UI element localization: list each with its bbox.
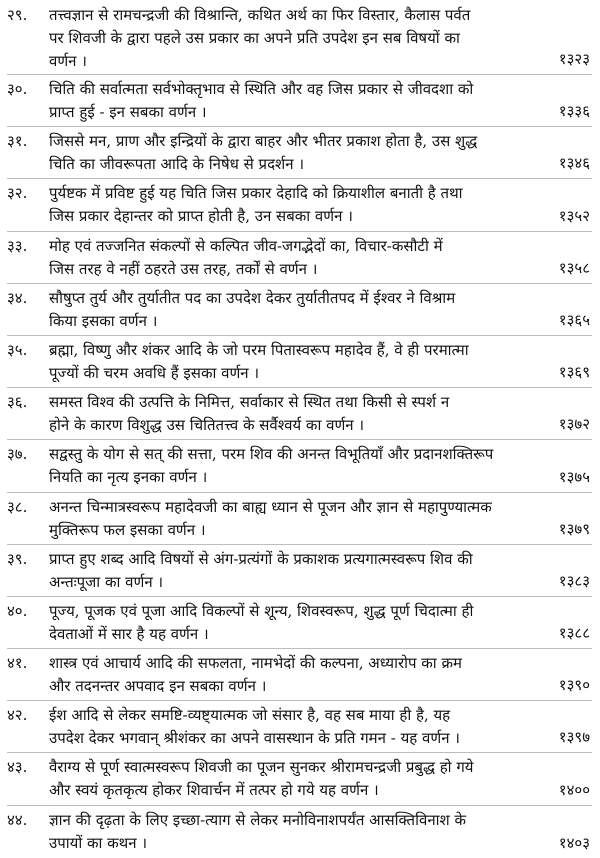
- entry-description-line: मुक्तिरूप फल इसका वर्णन ।: [49, 520, 206, 539]
- entry-description-line: तत्त्वज्ञान से रामचन्द्रजी की विश्रान्ति, कथित अर्थ का फिर विस्तार, कैलास पर्वत: [49, 6, 471, 24]
- entry-description-line: सद्वस्तु के योग से सत् की सत्ता, परम शिव की अनन्त विभूतियाँ और प्रदानशक्तिरूप: [49, 445, 494, 464]
- page-number: १३७५: [558, 467, 590, 486]
- entry-description: [49, 496, 529, 542]
- entry-description-line: प्राप्त हुए शब्द आदि विषयों से अंग-प्रत्यंगों के प्रकाशक प्रत्यगात्मस्वरूप शिव की: [49, 549, 473, 568]
- page-number: १३६५: [558, 310, 590, 329]
- entry-number: ४३.: [7, 758, 28, 777]
- entry-description-line: ब्रह्मा, विष्णु और शंकर आदि के जो परम पितास्वरूप महादेव हैं, वे ही परमात्मा: [49, 340, 469, 359]
- entry-description-line: वैराग्य से पूर्ण स्वात्मस्वरूप शिवजी का पूजन सुनकर श्रीरामचन्द्रजी प्रबुद्ध हो गये: [49, 758, 474, 777]
- entry-description-line: उपायों का कथन ।: [49, 833, 148, 852]
- entry-description-line: और तदनन्तर अपवाद इन सबका वर्णन ।: [49, 677, 267, 696]
- entry-description-line: ईश आदि से लेकर समष्टि-व्यष्ट्यात्मक जो संसार है, वह सब माया ही है, यह: [49, 706, 451, 725]
- toc-entry: [7, 127, 592, 179]
- entry-description: [49, 809, 529, 855]
- entry-description-line: सौषुप्त तुर्य और तुर्यातीत पद का उपदेश देकर तुर्यातीतपद में ईश्वर ने विश्राम: [49, 288, 456, 307]
- page-number: १३३६: [558, 102, 590, 121]
- entry-number: ३२.: [7, 184, 28, 203]
- page-number: १३६९: [558, 363, 590, 382]
- entry-description: [49, 4, 529, 73]
- toc-entry: [7, 1, 592, 75]
- entry-description-line: अन्तःपूजा का वर्णन ।: [49, 572, 164, 591]
- entry-description: [49, 652, 529, 698]
- entry-description-line: चिति की सर्वात्मता सर्वभोक्तृभाव से स्थिति और वह जिस प्रकार से जीवदशा को: [49, 80, 474, 98]
- toc-entry: [7, 806, 592, 858]
- page-number: १३७९: [558, 519, 590, 538]
- toc-entry: [7, 388, 592, 440]
- page-number: १३५२: [558, 206, 590, 225]
- entry-description: [49, 391, 529, 437]
- entry-description-line: होने के कारण विशुद्ध उस चितितत्त्व के सर्वैश्वर्य का वर्णन ।: [49, 416, 365, 435]
- page-number: १३९७: [558, 728, 590, 747]
- toc-entry: [7, 440, 592, 492]
- entry-description: [49, 235, 529, 281]
- entry-number: ३१.: [7, 132, 28, 151]
- toc-entry: [7, 597, 592, 649]
- entry-number: ४२.: [7, 706, 28, 725]
- entry-description: [49, 600, 529, 646]
- entry-description-line: समस्त विश्व की उत्पत्ति के निमित्त, सर्वाकार से स्थित तथा किसी से स्पर्श न: [49, 393, 450, 412]
- entry-description-line: देवताओं में सार है यह वर्णन ।: [49, 624, 209, 643]
- entry-number: ४०.: [7, 601, 28, 620]
- page-number: १३५८: [558, 258, 590, 277]
- entry-description: [49, 756, 529, 802]
- page-number: १३२३: [558, 50, 590, 68]
- page-number: १३७२: [558, 415, 590, 434]
- entry-description-line: चिति का जीवरूपता आदि के निषेध से प्रदर्शन ।: [49, 155, 305, 174]
- entry-description-line: पूज्य, पूजक एवं पूजा आदि विकल्पों से शून्य, शिवस्वरूप, शुद्ध पूर्ण चिदात्मा ही: [49, 601, 474, 620]
- page-number: १३९०: [558, 676, 590, 695]
- entry-description: [49, 339, 529, 385]
- toc-entry: [7, 493, 592, 545]
- toc-entry: [7, 232, 592, 284]
- entry-description: [49, 287, 529, 333]
- entry-description-line: पर शिवजी के द्वारा पहले उस प्रकार का अपने प्रति उपदेश इन सब विषयों का: [49, 29, 460, 47]
- entry-number: ३७.: [7, 445, 28, 464]
- entry-number: ४४.: [7, 810, 28, 829]
- entry-description: [49, 443, 529, 489]
- entry-description: [49, 78, 529, 124]
- toc-entry: [7, 336, 592, 388]
- entry-description: [49, 182, 529, 228]
- entry-description-line: मोह एवं तज्जनित संकल्पों से कल्पित जीव-जगद्भेदों का, विचार-कसौटी में: [49, 236, 443, 255]
- entry-description-line: जिससे मन, प्राण और इन्द्रियों के द्वारा बाहर और भीतर प्रकाश होता है, उस शुद्ध: [49, 132, 478, 151]
- entry-number: २९.: [7, 6, 28, 24]
- entry-description: [49, 130, 529, 176]
- entry-description-line: जिस तरह वे नहीं ठहरते उस तरह, तर्कों से वर्णन ।: [49, 259, 318, 278]
- entry-description: [49, 548, 529, 594]
- entry-description-line: वर्णन ।: [49, 52, 87, 70]
- toc-entry: [7, 75, 592, 127]
- entry-number: ३६.: [7, 393, 28, 412]
- entry-description-line: किया इसका वर्णन ।: [49, 311, 158, 330]
- entry-description-line: जिस प्रकार देहान्तर को प्राप्त होती है, उन सबका वर्णन ।: [49, 207, 353, 226]
- entry-number: ३०.: [7, 80, 28, 98]
- entry-description: [49, 704, 529, 750]
- entry-number: ३९.: [7, 549, 28, 568]
- page-number: १४०३: [558, 833, 590, 852]
- toc-entry: [7, 179, 592, 231]
- entry-number: ३५.: [7, 340, 28, 359]
- page-number: १३४६: [558, 154, 590, 173]
- entry-number: ३३.: [7, 236, 28, 255]
- entry-description-line: और स्वयं कृतकृत्य होकर शिवार्चन में तत्पर हो गये यह वर्णन ।: [49, 781, 379, 800]
- page-number: १४००: [558, 780, 590, 799]
- toc-entry: [7, 284, 592, 336]
- entry-description-line: शास्त्र एवं आचार्य आदि की सफलता, नामभेदों की कल्पना, अध्यारोप का क्रम: [49, 654, 462, 673]
- entry-description-line: अनन्त चिन्मात्रस्वरूप महादेवजी का बाह्य ध्यान से पूजन और ज्ञान से महापुण्यात्मक: [49, 497, 492, 516]
- toc-entry: [7, 701, 592, 753]
- page-number: १३८८: [558, 624, 590, 643]
- entry-description-line: नियति का नृत्य इनका वर्णन ।: [49, 468, 208, 487]
- toc-entry: [7, 753, 592, 805]
- entry-description-line: पुर्यष्टक में प्रविष्ट हुई यह चिति जिस प्रकार देहादि को क्रियाशील बनाती है तथा: [49, 184, 463, 203]
- entry-description-line: पूज्यों की चरम अवधि हैं इसका वर्णन ।: [49, 363, 260, 382]
- entry-number: ४१.: [7, 654, 28, 673]
- entry-number: ३८.: [7, 497, 28, 516]
- page-number: १३८३: [558, 571, 590, 590]
- toc-entry: [7, 545, 592, 597]
- entry-number: ३४.: [7, 288, 28, 307]
- entry-description-line: प्राप्त हुई - इन सबका वर्णन ।: [49, 103, 207, 121]
- entry-description-line: उपदेश देकर भगवान् श्रीशंकर का अपने वासस्थान के प्रति गमन - यह वर्णन ।: [49, 729, 460, 748]
- entry-description-line: ज्ञान की दृढ़ता के लिए इच्छा-त्याग से लेकर मनोविनाशपर्यंत आसक्तिविनाश के: [49, 810, 467, 829]
- toc-entry: [7, 649, 592, 701]
